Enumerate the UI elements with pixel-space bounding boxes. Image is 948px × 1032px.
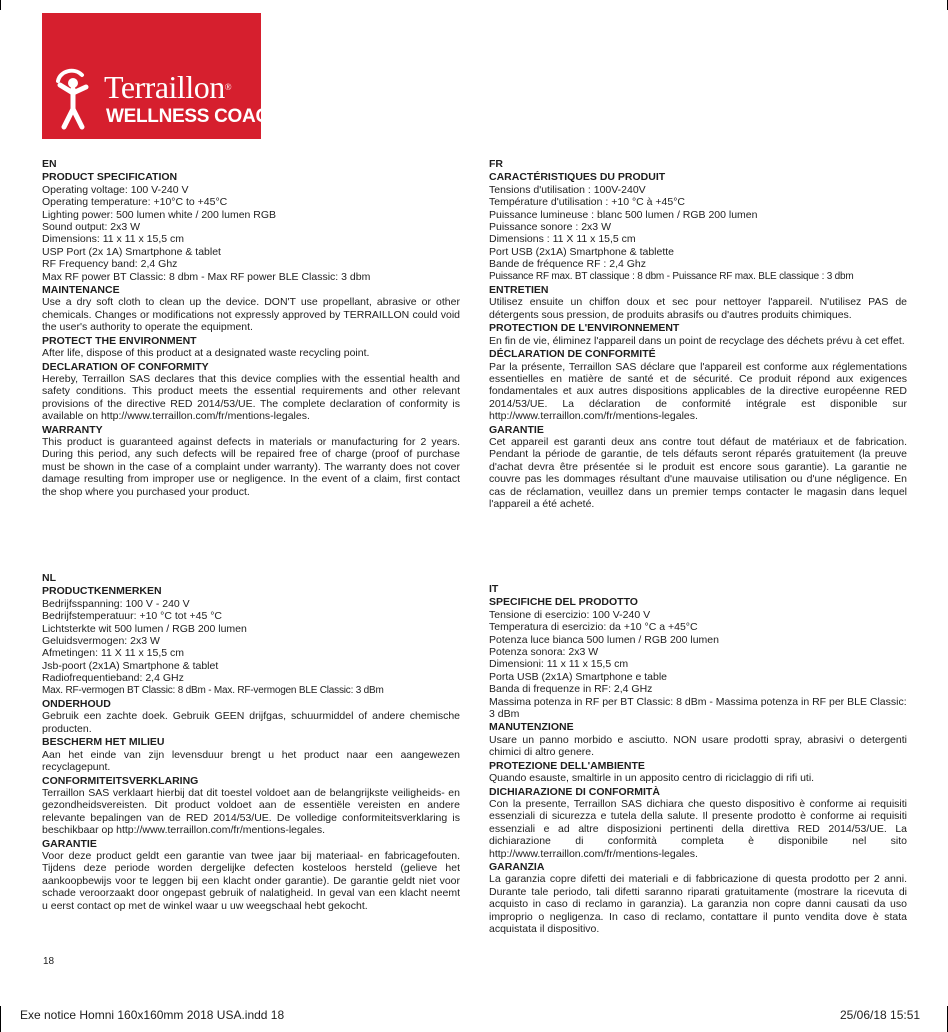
spec-item: Bedrijfstemperatuur: +10 °C tot +45 °C (42, 610, 222, 623)
warranty-heading: GARANTIE (42, 837, 97, 850)
environment-text: Aan het einde van zijn levensduur brengt u het product naar een aangewezen recyclagepunt. (42, 748, 460, 774)
spec-item: Tensione di esercizio: 100 V-240 V (489, 608, 651, 621)
maintenance-text: Utilisez ensuite un chiffon doux et sec pour nettoyer l'appareil. N'utilisez PAS de détergents sous pression, de produits abrasifs ou d'autres produits chimiques. (489, 296, 907, 321)
warranty-text: La garanzia copre difetti dei materiali e di fabbricazione di questa prodotto per 2 anni. Durante tale periodo, tali difetti saranno riparati gratuitamente (mostrare la ricevuta di acquisto in caso di reclamo in garanzia). La garanzia non copre danni causati da uso improprio o negligenza. In caso di reclamo, contattare il punto vendita dove è stata acquistata il dispositivo. (489, 873, 907, 935)
spec-item: Sound output: 2x3 W (42, 221, 141, 234)
spec-item: Bande de fréquence RF : 2,4 Ghz (489, 258, 647, 271)
language-code: NL (42, 572, 56, 584)
footer-datetime: 25/06/18 15:51 (840, 1008, 921, 1022)
spec-list (489, 609, 907, 721)
maintenance-heading: MAINTENANCE (42, 284, 120, 297)
language-code: FR (489, 158, 503, 170)
language-code: IT (489, 583, 499, 595)
language-code: EN (42, 158, 57, 170)
maintenance-heading: ENTRETIEN (489, 284, 549, 297)
spec-list (42, 184, 460, 283)
spec-item: Potenza sonora: 2x3 W (489, 646, 599, 659)
conformity-text: Terraillon SAS verklaart hierbij dat dit toestel voldoet aan de belangrijkste veiligheids- en gezondheidsvereisten. Dit product voldoet aan de essentiële vereisten en andere relevante bepalingen van de RED 2014/53/UE. De volledige conformiteitsverklaring is beschikbaar op http://www.terraillon.com/fr/mentions-legales. (42, 786, 460, 837)
spec-list (489, 184, 907, 283)
spec-item: Radiofrequentieband: 2,4 GHz (42, 672, 184, 685)
maintenance-text: Usare un panno morbido e asciutto. NON usare prodotti spray, abrasivi o detergenti chimici di altro genere. (489, 733, 907, 759)
brand-tagline: WELLNESS COACH (106, 106, 283, 127)
environment-text: Quando esauste, smaltirle in un apposito centro di riciclaggio di rifi uti. (489, 772, 815, 785)
page-number: 18 (43, 956, 55, 967)
warranty-text: This product is guaranteed against defects in materials or manufacturing for 2 years. During this period, any such defects will be repaired free of charge (proof of purchase must be shown in the case of a complaint under warranty). The warranty does not cover damage resulting from improper use or negligence. In the event of a claim, first contact the shop where you purchased your product. (42, 435, 460, 498)
section-it (489, 583, 907, 935)
spec-item: Température d'utilisation : +10 °C à +45°C (489, 196, 686, 209)
spec-item: Operating temperature: +10°C to +45°C (42, 196, 228, 209)
spec-item: Dimensions : 11 X 11 x 15,5 cm (489, 233, 636, 246)
warranty-heading: WARRANTY (42, 423, 103, 436)
spec-item: Max. RF-vermogen BT Classic: 8 dBm - Max. RF-vermogen BLE Classic: 3 dBm (42, 684, 384, 696)
spec-list (42, 598, 460, 697)
warranty-text: Cet appareil est garanti deux ans contre tout défaut de matériaux et de fabrication. Pendant la période de garantie, de tels défauts seront réparés gratuitement (la preuve d'achat devra être présentée si le produit est encore sous garantie). La garantie ne couvre pas les dommages résultant d'une mauvaise utilisation ou d'une négligence. En cas de réclamation, veuillez dans un premier temps contacter le magasin dans lequel l'appareil a été acheté. (489, 435, 907, 510)
maintenance-text: Use a dry soft cloth to clean up the device. DON'T use propellant, abrasive or other chemicals. Changes or modifications not expressly approved by TERRAILLON could void the user's authority to operate the equipment. (42, 296, 460, 334)
crop-mark (0, 0, 1, 10)
maintenance-heading: ONDERHOUD (42, 698, 111, 711)
crop-mark (0, 1006, 1, 1032)
section-fr (489, 158, 907, 510)
maintenance-text: Gebruik een zachte doek. Gebruik GEEN drijfgas, schuurmiddel of andere chemische producten. (42, 710, 460, 735)
spec-item: Porta USB (2x1A) Smartphone e table (489, 670, 668, 683)
warranty-text: Voor deze product geldt een garantie van twee jaar bij materiaal- en fabricagefouten. Tijdens deze periode worden dergelijke defecten kosteloos hersteld (gelieve het aankoopbewijs voor te leggen bij een klacht onder garantie). De garantie geldt niet voor schade veroorzaakt door ongepast gebruik of nalatigheid. In geval van een klacht neemt u eerst contact op met de winkel waar u uw weegschaal hebt gekocht. (42, 849, 460, 912)
maintenance-heading: MANUTENZIONE (489, 721, 574, 734)
spec-item: Puissance sonore : 2x3 W (489, 221, 611, 234)
spec-item: Afmetingen: 11 X 11 x 15,5 cm (42, 647, 185, 660)
conformity-text: Par la présente, Terraillon SAS déclare que l'appareil est conforme aux réglementations essentielles en matière de santé et de sécurité. Ce produit répond aux exigences fondamentales et aux autres dispositions applicables de la directive européenne RED 2014/53/UE. La déclaration de conformité intégrale est disponible sur http://www.terraillon.com/fr/mentions-legales. (489, 360, 907, 423)
section-en (42, 158, 460, 498)
spec-item: Dimensioni: 11 x 11 x 15,5 cm (489, 658, 629, 671)
conformity-text: Hereby, Terraillon SAS declares that this device complies with the essential health and safety conditions. This product meets the essential requirements and other relevant provisions of the directive RED 2014/53/UE. The complete declaration of conformity is available on http://www.terraillon.com/fr/mentions-legales. (42, 372, 460, 423)
conformity-text: Con la presente, Terraillon SAS dichiara che questo dispositivo è conforme ai requisiti essenziali di sicurezza e tutela della salute. Il presente prodotto è conforme ai requisiti essenziali e ad altre disposizioni pertinenti della direttiva RED 2014/53/UE. La dichiarazione di conformità completa è disponibile nel sito http://www.terraillon.com/fr/mentions-legales. (489, 797, 907, 860)
spec-heading: CARACTÉRISTIQUES DU PRODUIT (489, 171, 666, 184)
environment-heading: PROTECT THE ENVIRONMENT (42, 334, 197, 347)
environment-text: After life, dispose of this product at a designated waste recycling point. (42, 347, 370, 360)
environment-text: En fin de vie, éliminez l'appareil dans un point de recyclage des déchets prévu à cet effet. (489, 334, 905, 347)
spec-item: Potenza luce bianca 500 lumen / RGB 200 lumen (489, 633, 719, 646)
warranty-heading: GARANZIA (489, 860, 545, 873)
spec-item: Banda di frequenze in RF: 2,4 GHz (489, 683, 653, 696)
spec-heading: PRODUCT SPECIFICATION (42, 171, 178, 184)
brand-name: Terraillon® (104, 69, 232, 105)
spec-item: Geluidsvermogen: 2x3 W (42, 635, 160, 648)
spec-heading: SPECIFICHE DEL PRODOTTO (489, 596, 638, 609)
spec-item: Lighting power: 500 lumen white / 200 lumen RGB (42, 208, 277, 221)
spec-item: Puissance lumineuse : blanc 500 lumen / RGB 200 lumen (489, 208, 758, 221)
spec-item: Max RF power BT Classic: 8 dbm - Max RF power BLE Classic: 3 dbm (42, 270, 371, 283)
environment-heading: BESCHERM HET MILIEU (42, 736, 165, 749)
spec-item: Operating voltage: 100 V-240 V (42, 183, 189, 196)
section-nl (42, 572, 460, 912)
environment-heading: PROTECTION DE L'ENVIRONNEMENT (489, 322, 680, 335)
spec-item: Puissance RF max. BT classique : 8 dbm - Puissance RF max. BLE classique : 3 dbm (489, 270, 854, 282)
spec-item: Bedrijfsspanning: 100 V - 240 V (42, 597, 190, 610)
spec-item: Massima potenza in RF per BT Classic: 8 dBm - Massima potenza in RF per BLE Classic: 3 dBm (489, 695, 907, 721)
spec-item: Lichtsterkte wit 500 lumen / RGB 200 lumen (42, 622, 247, 635)
spec-heading: PRODUCTKENMERKEN (42, 585, 162, 598)
spec-item: Temperatura di esercizio: da +10 °C a +45°C (489, 621, 698, 634)
conformity-heading: DÉCLARATION DE CONFORMITÉ (489, 348, 656, 361)
brand-logo (42, 13, 283, 139)
spec-item: Port USB (2x1A) Smartphone & tablette (489, 245, 675, 258)
conformity-heading: DECLARATION OF CONFORMITY (42, 360, 209, 373)
conformity-heading: CONFORMITEITSVERKLARING (42, 774, 199, 787)
spec-item: USP Port (2x 1A) Smartphone & tablet (42, 245, 221, 258)
jumping-person-icon (52, 63, 98, 133)
footer-filename: Exe notice Homni 160x160mm 2018 USA.indd 18 (20, 1008, 285, 1022)
spec-item: RF Frequency band: 2,4 Ghz (42, 258, 178, 271)
conformity-heading: DICHIARAZIONE DI CONFORMITÀ (489, 785, 660, 798)
warranty-heading: GARANTIE (489, 423, 544, 436)
spec-item: Jsb-poort (2x1A) Smartphone & tablet (42, 659, 219, 672)
spec-item: Dimensions: 11 x 11 x 15,5 cm (42, 233, 185, 246)
spec-item: Tensions d'utilisation : 100V-240V (489, 183, 646, 196)
environment-heading: PROTEZIONE DELL'AMBIENTE (489, 759, 645, 772)
